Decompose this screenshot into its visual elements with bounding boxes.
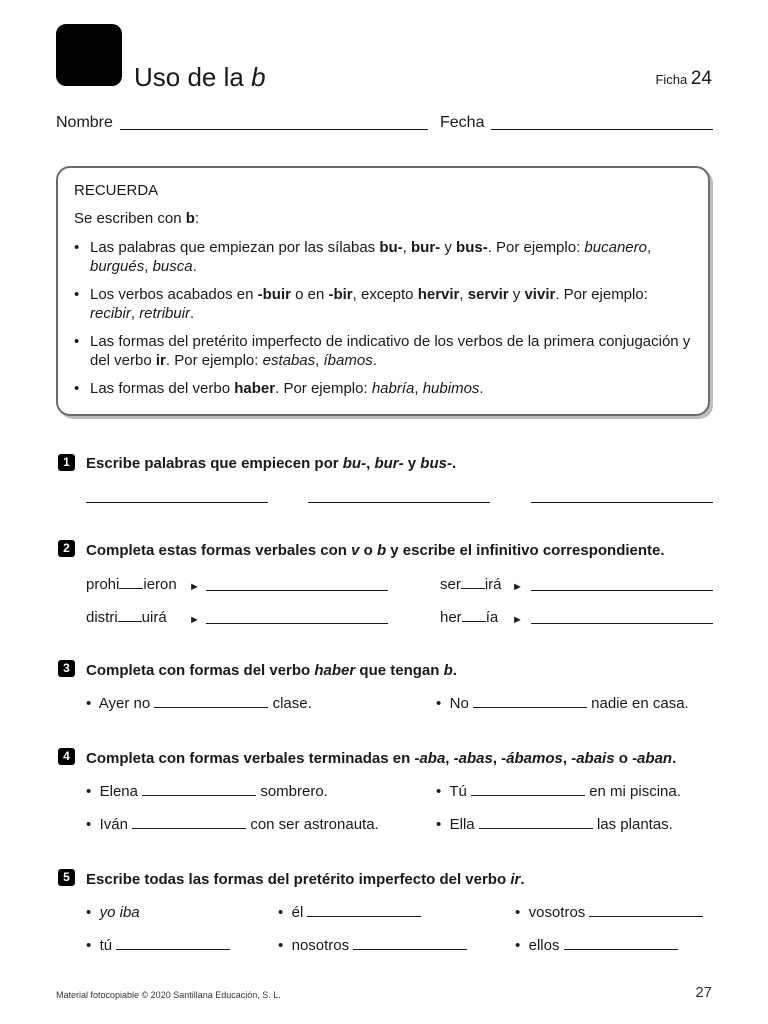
exercise-3-item-2: • No nadie en casa. bbox=[436, 695, 689, 712]
recuerda-bullet-3: • Las formas del pretérito imperfecto de indicativo de los verbos de la primera conjugación y del verbo ir. Por ejemplo: estabas, íbamos. bbox=[74, 332, 694, 370]
exercise-4-number: 4 bbox=[58, 748, 75, 765]
arrow-icon: ► bbox=[512, 614, 523, 626]
exercise-5-item-tu: • tú bbox=[86, 937, 230, 954]
name-field[interactable] bbox=[120, 129, 428, 130]
exercise-3-blank-1[interactable] bbox=[154, 707, 268, 708]
exercise-4-item-3: • Iván con ser astronauta. bbox=[86, 816, 379, 833]
exercise-3-number: 3 bbox=[58, 660, 75, 677]
exercise-5-blank-nosotros[interactable] bbox=[353, 949, 467, 950]
exercise-3-blank-2[interactable] bbox=[473, 707, 587, 708]
exercise-2-gap-prohi[interactable] bbox=[119, 588, 143, 589]
date-label: Fecha bbox=[440, 114, 485, 131]
exercise-3-item-1: • Ayer no clase. bbox=[86, 695, 312, 712]
arrow-icon: ► bbox=[189, 614, 200, 626]
exercise-5-blank-el[interactable] bbox=[307, 916, 421, 917]
exercise-4-blank-1[interactable] bbox=[142, 795, 256, 796]
exercise-5-blank-ellos[interactable] bbox=[564, 949, 678, 950]
exercise-5-item-el: • él bbox=[278, 904, 421, 921]
exercise-5-title: Escribe todas las formas del pretérito imperfecto del verbo ir. bbox=[86, 871, 525, 888]
exercise-2-infinitive-ser[interactable] bbox=[531, 590, 713, 591]
date-field[interactable] bbox=[491, 129, 713, 130]
exercise-3-title: Completa con formas del verbo haber que tengan b. bbox=[86, 662, 457, 679]
exercise-4-blank-4[interactable] bbox=[479, 828, 593, 829]
recuerda-bullet-1: • Las palabras que empiezan por las sílabas bu-, bur- y bus-. Por ejemplo: bucanero, burgués, busca. bbox=[74, 238, 694, 276]
exercise-2-item-distri: distri uirá bbox=[86, 609, 167, 626]
header-tab-block bbox=[56, 24, 122, 86]
recuerda-bullet-4: • Las formas del verbo haber. Por ejemplo: habría, hubimos. bbox=[74, 379, 694, 398]
exercise-1-title: Escribe palabras que empiecen por bu-, bur- y bus-. bbox=[86, 455, 457, 472]
exercise-2-gap-ser[interactable] bbox=[461, 588, 485, 589]
exercise-1-number: 1 bbox=[58, 454, 75, 471]
ficha-label: Ficha 24 bbox=[655, 68, 712, 89]
exercise-2-item-prohi: prohi ieron bbox=[86, 576, 177, 593]
footer-copyright: Material fotocopiable © 2020 Santillana Educación, S. L. bbox=[56, 990, 281, 1000]
exercise-2-infinitive-her[interactable] bbox=[531, 623, 713, 624]
ficha-number: 24 bbox=[690, 68, 712, 89]
recuerda-bullet-list bbox=[74, 238, 694, 407]
arrow-icon: ► bbox=[189, 581, 200, 593]
name-label: Nombre bbox=[56, 114, 113, 131]
exercise-1-blank-3[interactable] bbox=[531, 502, 713, 503]
arrow-icon: ► bbox=[512, 581, 523, 593]
exercise-2-number: 2 bbox=[58, 540, 75, 557]
recuerda-title: RECUERDA bbox=[74, 182, 159, 199]
exercise-1-blank-1[interactable] bbox=[86, 502, 268, 503]
exercise-4-blank-2[interactable] bbox=[471, 795, 585, 796]
exercise-4-item-2: • Tú en mi piscina. bbox=[436, 783, 681, 800]
exercise-2-item-ser: ser irá bbox=[440, 576, 502, 593]
page-title: Uso de la b bbox=[134, 62, 266, 92]
exercise-2-infinitive-distri[interactable] bbox=[206, 623, 388, 624]
exercise-2-title: Completa estas formas verbales con v o b y escribe el infinitivo correspondiente. bbox=[86, 542, 665, 559]
exercise-5-item-ellos: • ellos bbox=[515, 937, 678, 954]
exercise-2-item-her: her ía bbox=[440, 609, 499, 626]
exercise-2-gap-distri[interactable] bbox=[118, 621, 142, 622]
exercise-4-blank-3[interactable] bbox=[132, 828, 246, 829]
recuerda-intro: Se escriben con b: bbox=[74, 210, 200, 227]
exercise-5-item-nosotros: • nosotros bbox=[278, 937, 467, 954]
exercise-5-blank-vosotros[interactable] bbox=[589, 916, 703, 917]
exercise-1-blank-2[interactable] bbox=[308, 502, 490, 503]
exercise-4-item-1: • Elena sombrero. bbox=[86, 783, 328, 800]
exercise-4-title: Completa con formas verbales terminadas en -aba, -abas, -ábamos, -abais o -aban. bbox=[86, 750, 677, 767]
exercise-2-gap-her[interactable] bbox=[462, 621, 486, 622]
exercise-5-number: 5 bbox=[58, 869, 75, 886]
page-number: 27 bbox=[695, 984, 712, 1001]
exercise-5-item-yo: • yo iba bbox=[86, 904, 140, 921]
exercise-2-infinitive-prohi[interactable] bbox=[206, 590, 388, 591]
recuerda-bullet-2: • Los verbos acabados en -buir o en -bir, excepto hervir, servir y vivir. Por ejemplo: recibir, retribuir. bbox=[74, 285, 694, 323]
exercise-5-blank-tu[interactable] bbox=[116, 949, 230, 950]
exercise-4-item-4: • Ella las plantas. bbox=[436, 816, 673, 833]
exercise-5-item-vosotros: • vosotros bbox=[515, 904, 703, 921]
